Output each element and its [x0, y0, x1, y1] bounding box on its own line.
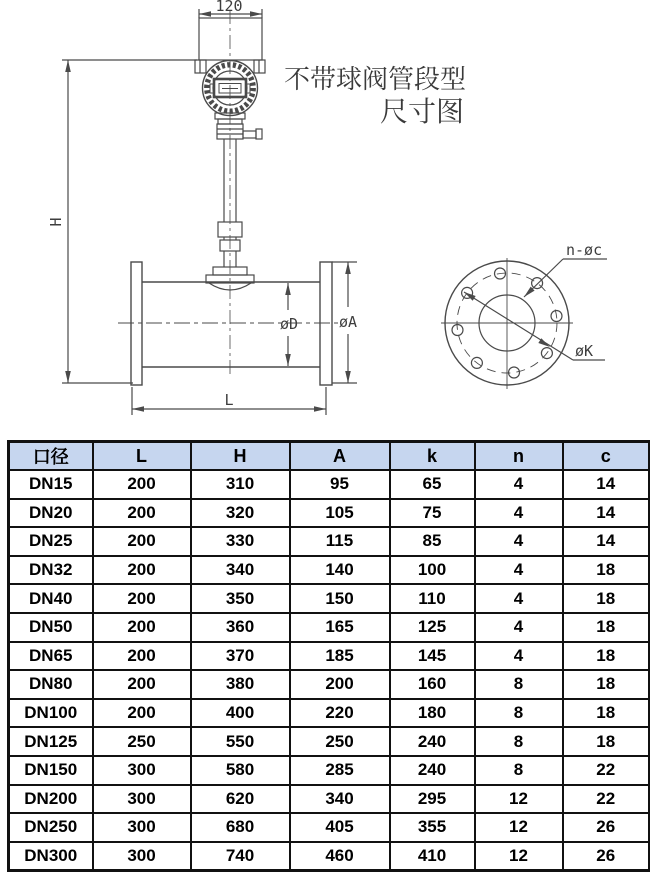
- table-cell: 740: [191, 842, 290, 871]
- dims-table-body: [9, 470, 650, 871]
- table-cell: 200: [93, 642, 191, 671]
- cable-gland: [243, 131, 256, 138]
- table-cell: 95: [290, 470, 390, 499]
- table-cell: 8: [475, 727, 563, 756]
- table-cell: 300: [93, 785, 191, 814]
- table-row: [9, 613, 650, 642]
- dim-height-label: H: [47, 217, 65, 227]
- header-c: c: [563, 442, 650, 471]
- table-cell: 18: [563, 613, 650, 642]
- table-cell: DN50: [9, 613, 93, 642]
- table-cell: 115: [290, 527, 390, 556]
- table-cell: 110: [390, 584, 475, 613]
- table-cell: 320: [191, 499, 290, 528]
- table-cell: 105: [290, 499, 390, 528]
- table-cell: 360: [191, 613, 290, 642]
- table-cell: DN25: [9, 527, 93, 556]
- table-row: [9, 556, 650, 585]
- table-cell: 200: [290, 670, 390, 699]
- table-cell: 14: [563, 470, 650, 499]
- table-row: [9, 642, 650, 671]
- table-cell: 400: [191, 699, 290, 728]
- table-cell: 250: [290, 727, 390, 756]
- dim-flange-od-label: øA: [338, 313, 358, 331]
- table-cell: 370: [191, 642, 290, 671]
- table-cell: 340: [191, 556, 290, 585]
- table-cell: 125: [390, 613, 475, 642]
- header-diameter: 口径: [9, 442, 93, 471]
- dim-height: [62, 60, 197, 383]
- transmitter-neck: [215, 113, 262, 222]
- bolt-holes-label: n-øc: [566, 241, 603, 259]
- table-cell: 14: [563, 527, 650, 556]
- table-cell: 26: [563, 842, 650, 871]
- dim-length-label: L: [224, 391, 234, 409]
- drawing-title-line2: 尺寸图: [379, 95, 464, 128]
- header-n: n: [475, 442, 563, 471]
- table-cell: 295: [390, 785, 475, 814]
- table-cell: 185: [290, 642, 390, 671]
- table-cell: 4: [475, 470, 563, 499]
- dim-bore-label: øD: [279, 315, 299, 333]
- table-cell: 620: [191, 785, 290, 814]
- table-cell: 200: [93, 527, 191, 556]
- table-cell: 405: [290, 813, 390, 842]
- table-row: [9, 499, 650, 528]
- table-cell: 4: [475, 584, 563, 613]
- table-cell: 26: [563, 813, 650, 842]
- pipe-body: [131, 262, 332, 385]
- table-cell: 8: [475, 670, 563, 699]
- table-row: [9, 699, 650, 728]
- table-cell: DN150: [9, 756, 93, 785]
- table-cell: 200: [93, 699, 191, 728]
- table-cell: 18: [563, 584, 650, 613]
- flange-end-view: [441, 258, 607, 389]
- table-cell: 550: [191, 727, 290, 756]
- table-cell: 18: [563, 699, 650, 728]
- table-cell: 14: [563, 499, 650, 528]
- table-cell: 340: [290, 785, 390, 814]
- table-cell: 350: [191, 584, 290, 613]
- table-cell: DN20: [9, 499, 93, 528]
- bolt-circle-label: øK: [575, 342, 594, 360]
- table-cell: 240: [390, 727, 475, 756]
- table-cell: 100: [390, 556, 475, 585]
- table-row: [9, 756, 650, 785]
- table-cell: 300: [93, 842, 191, 871]
- dimensions-table-wrap: [7, 440, 649, 872]
- table-cell: 4: [475, 642, 563, 671]
- table-cell: 4: [475, 499, 563, 528]
- table-cell: 240: [390, 756, 475, 785]
- table-cell: DN65: [9, 642, 93, 671]
- header-A: A: [290, 442, 390, 471]
- table-cell: 8: [475, 699, 563, 728]
- table-cell: 12: [475, 785, 563, 814]
- left-flange: [131, 262, 142, 385]
- table-cell: 200: [93, 584, 191, 613]
- table-cell: 330: [191, 527, 290, 556]
- table-cell: 355: [390, 813, 475, 842]
- table-row: [9, 527, 650, 556]
- header-k: k: [390, 442, 475, 471]
- dim-head-width-label: 120: [215, 0, 243, 15]
- header-H: H: [191, 442, 290, 471]
- table-cell: 580: [191, 756, 290, 785]
- table-cell: DN15: [9, 470, 93, 499]
- table-cell: 380: [191, 670, 290, 699]
- table-cell: 12: [475, 842, 563, 871]
- table-cell: 18: [563, 727, 650, 756]
- table-cell: 200: [93, 556, 191, 585]
- table-row: [9, 584, 650, 613]
- right-flange: [320, 262, 332, 385]
- table-cell: 165: [290, 613, 390, 642]
- table-cell: 4: [475, 613, 563, 642]
- dimensions-table: [7, 440, 650, 872]
- table-row: [9, 727, 650, 756]
- table-row: [9, 813, 650, 842]
- table-cell: 4: [475, 527, 563, 556]
- table-cell: 200: [93, 499, 191, 528]
- table-cell: 220: [290, 699, 390, 728]
- table-row: [9, 670, 650, 699]
- table-cell: 8: [475, 756, 563, 785]
- table-row: [9, 785, 650, 814]
- table-cell: 4: [475, 556, 563, 585]
- table-cell: 18: [563, 556, 650, 585]
- table-cell: 145: [390, 642, 475, 671]
- table-cell: 300: [93, 813, 191, 842]
- table-row: [9, 842, 650, 871]
- table-cell: 22: [563, 785, 650, 814]
- table-cell: 18: [563, 670, 650, 699]
- table-cell: 200: [93, 670, 191, 699]
- table-cell: 85: [390, 527, 475, 556]
- table-cell: 200: [93, 470, 191, 499]
- leader-bolt-holes: [522, 259, 607, 299]
- table-cell: DN200: [9, 785, 93, 814]
- table-cell: DN300: [9, 842, 93, 871]
- table-cell: 310: [191, 470, 290, 499]
- table-cell: 180: [390, 699, 475, 728]
- table-cell: 22: [563, 756, 650, 785]
- table-cell: 200: [93, 613, 191, 642]
- table-cell: DN100: [9, 699, 93, 728]
- table-cell: 285: [290, 756, 390, 785]
- drawing-title-line1: 不带球阀管段型: [283, 65, 466, 95]
- table-header-row: [9, 442, 650, 471]
- table-cell: 410: [390, 842, 475, 871]
- table-cell: 680: [191, 813, 290, 842]
- table-cell: 250: [93, 727, 191, 756]
- table-cell: DN250: [9, 813, 93, 842]
- header-L: L: [93, 442, 191, 471]
- table-cell: 140: [290, 556, 390, 585]
- table-cell: 300: [93, 756, 191, 785]
- table-cell: DN32: [9, 556, 93, 585]
- table-cell: 75: [390, 499, 475, 528]
- table-cell: DN80: [9, 670, 93, 699]
- table-cell: 160: [390, 670, 475, 699]
- table-cell: 150: [290, 584, 390, 613]
- table-cell: 460: [290, 842, 390, 871]
- table-row: [9, 470, 650, 499]
- table-cell: DN125: [9, 727, 93, 756]
- transmitter-housing-box: [199, 18, 262, 60]
- table-cell: 12: [475, 813, 563, 842]
- table-cell: DN40: [9, 584, 93, 613]
- table-cell: 65: [390, 470, 475, 499]
- table-cell: 18: [563, 642, 650, 671]
